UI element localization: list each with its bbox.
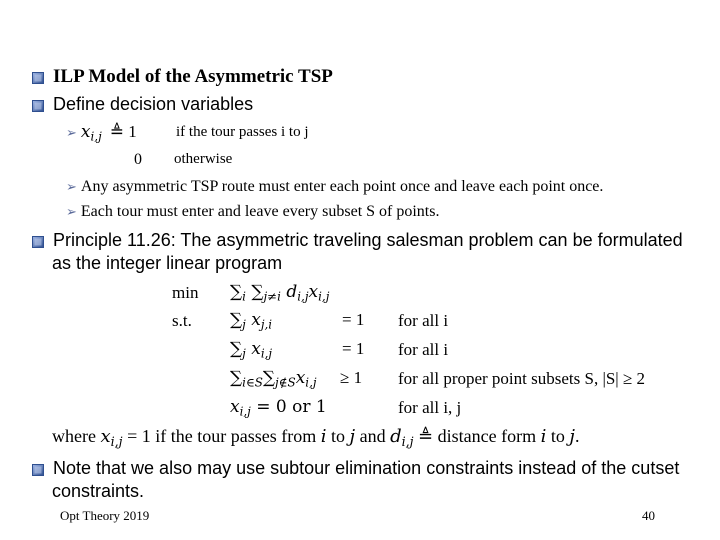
checkbox-bullet-icon (32, 236, 44, 248)
route-row (66, 178, 603, 196)
principle-row (32, 230, 683, 251)
arrow-bullet-icon: ➢ (66, 205, 77, 220)
var-case2: otherwise (174, 151, 233, 167)
principle-line2: as the integer linear program (52, 253, 283, 273)
checkbox-bullet-icon (32, 72, 44, 84)
var-zero: 0 (134, 151, 142, 168)
define-row (32, 94, 253, 115)
subset-row (66, 203, 439, 221)
page-number: 40 (642, 508, 655, 523)
constraint1-rel: = 1 (342, 310, 365, 329)
constraint2-cond: for all i (398, 340, 449, 359)
checkbox-bullet-icon (32, 464, 44, 476)
principle-line1: Principle 11.26: The asymmetric traveling salesman problem can be formulated (53, 230, 683, 250)
title-row (32, 66, 333, 88)
var-def-op: ≜ 1 (109, 122, 137, 141)
footer-course: Opt Theory 2019 (60, 508, 150, 523)
var-symbol: $x_{i,j}$ (80, 122, 102, 144)
constraint3-cond: for all proper point subsets S, |S| ≥ 2 (398, 369, 646, 388)
note-line2: constraints. (52, 481, 145, 501)
constraint4-lhs: $x_{i,j} = 0$ or 1 (230, 397, 327, 419)
st-label: s.t. (172, 311, 192, 330)
constraint2-lhs: $\sum_j$ $x_{i,j}$ (230, 339, 273, 361)
var-case1: if the tour passes i to j (176, 124, 309, 140)
checkbox-bullet-icon (32, 100, 44, 112)
route-text: Any asymmetric TSP route must enter each point once and leave each point once. (80, 178, 604, 195)
arrow-bullet-icon: ➢ (66, 180, 77, 195)
note-line1: Note that we also may use subtour elimination constraints instead of the cutset (53, 458, 680, 478)
subset-text: Each tour must enter and leave every subset S of points. (80, 203, 440, 220)
constraint1-lhs: $\sum_j$ $x_{j,i}$ (230, 310, 273, 332)
define-text: Define decision variables (53, 94, 254, 114)
arrow-bullet-icon: ➢ (66, 126, 77, 141)
min-label: min (172, 283, 199, 302)
objective: $\sum_i$ $\sum_{j\ne i}$ $d_{i,j}x_{i,j}$ (230, 282, 330, 304)
slide-title: ILP Model of the Asymmetric TSP (53, 66, 333, 87)
constraint1-cond: for all i (398, 311, 449, 330)
note-row (32, 458, 679, 479)
constraint4-cond: for all i, j (398, 398, 462, 417)
constraint3-rel: ≥ 1 (340, 368, 363, 387)
constraint2-rel: = 1 (342, 339, 365, 358)
var-def-row (66, 122, 137, 142)
constraint3-lhs: $\sum_{i\in S}\sum_{j\notin S}x_{i,j}$ (230, 368, 317, 390)
where-line: where $x_{i,j} = 1$ if the tour passes from i to j and $d_{i,j}$ ≜ distance form i to j. (52, 426, 580, 449)
